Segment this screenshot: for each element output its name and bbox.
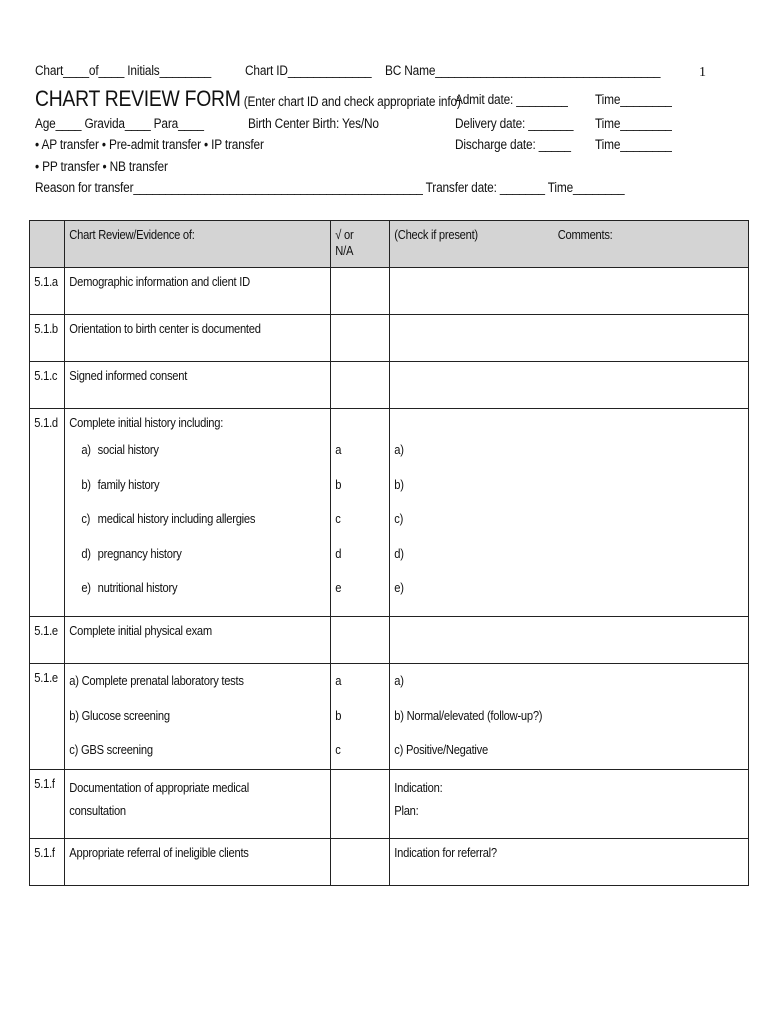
chart-of-initials-line: Chart____of____ Initials________ <box>35 63 212 78</box>
comment-label: a) <box>394 673 404 688</box>
reason-for-transfer: Reason for transfer_____________________________________________ Transfer date: _______ Time________ <box>35 180 625 195</box>
comment-cell[interactable] <box>390 617 749 664</box>
header-comments-cell <box>390 221 749 268</box>
comment-label: c) <box>394 511 404 526</box>
check-cell[interactable] <box>331 617 390 664</box>
check-mark: a <box>335 442 342 457</box>
row-description: Appropriate referral of ineligible clients <box>69 845 249 860</box>
table-row <box>30 362 749 409</box>
delivery-date: Delivery date: _______ <box>455 116 574 131</box>
indication-label: Indication: <box>394 780 443 795</box>
check-cell[interactable] <box>331 315 390 362</box>
row-id: 5.1.b <box>34 321 58 336</box>
admit-time: Time________ <box>595 92 672 107</box>
header-id-cell <box>30 221 65 268</box>
transfer-options-2: • PP transfer • NB transfer <box>35 159 168 174</box>
comment-cell[interactable] <box>390 839 749 886</box>
birth-center-birth: Birth Center Birth: Yes/No <box>248 116 379 131</box>
header-comments: Comments: <box>557 227 613 242</box>
table-row <box>30 617 749 664</box>
row-description-line1: Documentation of appropriate medical <box>69 780 249 795</box>
check-mark: b <box>335 707 342 723</box>
comment-cell[interactable] <box>390 315 749 362</box>
row-id: 5.1.e <box>34 623 58 638</box>
table-header-row <box>30 221 749 268</box>
row-description-line2: consultation <box>69 803 126 818</box>
header-check-line1: √ or <box>335 227 354 242</box>
plan-label: Plan: <box>394 803 419 818</box>
row-description: Complete initial history including: <box>69 415 224 430</box>
check-cell[interactable] <box>331 362 390 409</box>
comment-label: a) <box>394 442 404 457</box>
comment-cell[interactable] <box>390 409 749 617</box>
row-id: 5.1.a <box>34 274 58 289</box>
check-cell[interactable] <box>331 409 390 617</box>
header-check-line2: N/A <box>335 243 354 258</box>
sub-item: b) family history <box>81 476 160 492</box>
header-check-cell <box>331 221 390 268</box>
header-evidence-cell <box>65 221 331 268</box>
table-row <box>30 315 749 362</box>
check-mark: c <box>335 742 341 757</box>
form-title: CHART REVIEW FORM <box>35 86 241 111</box>
check-mark: d <box>335 545 342 561</box>
sub-item: c) medical history including allergies <box>81 511 256 526</box>
sub-item: d) pregnancy history <box>81 545 182 561</box>
comment-cell[interactable] <box>390 268 749 315</box>
comment-cell[interactable] <box>390 770 749 839</box>
comment-label: b) <box>394 476 404 492</box>
table-row <box>30 664 749 770</box>
sub-item: a) social history <box>81 442 159 457</box>
row-id: 5.1.d <box>34 415 58 430</box>
check-cell[interactable] <box>331 839 390 886</box>
bc-name-line: BC Name___________________________________ <box>385 63 661 78</box>
row-id: 5.1.f <box>34 776 55 791</box>
comment-cell[interactable] <box>390 362 749 409</box>
comment-label: e) <box>394 580 404 595</box>
check-mark: a <box>335 673 342 688</box>
check-mark: b <box>335 476 342 492</box>
sub-item: c) GBS screening <box>69 742 153 757</box>
chart-review-table <box>29 220 749 886</box>
sub-item: a) Complete prenatal laboratory tests <box>69 673 244 688</box>
check-mark: c <box>335 511 341 526</box>
check-cell[interactable] <box>331 770 390 839</box>
form-title-line <box>35 86 461 112</box>
sub-item: e) nutritional history <box>81 580 178 595</box>
table-row <box>30 268 749 315</box>
delivery-time: Time________ <box>595 116 672 131</box>
table-row <box>30 839 749 886</box>
row-description: Complete initial physical exam <box>69 623 212 638</box>
table-row <box>30 409 749 617</box>
row-description: Orientation to birth center is documented <box>69 321 261 336</box>
page-number: 1 <box>699 65 706 80</box>
comment-label: c) Positive/Negative <box>394 742 488 757</box>
comment-label: b) Normal/elevated (follow-up?) <box>394 707 543 723</box>
row-description: Demographic information and client ID <box>69 274 250 289</box>
row-id: 5.1.f <box>34 845 55 860</box>
header-check-if-present: (Check if present) <box>394 227 478 242</box>
chart-id-line: Chart ID_____________ <box>245 63 372 78</box>
check-mark: e <box>335 580 342 595</box>
header-evidence: Chart Review/Evidence of: <box>69 227 195 242</box>
admit-date: Admit date: ________ <box>455 92 568 107</box>
comment-cell[interactable] <box>390 664 749 770</box>
form-subtitle: (Enter chart ID and check appropriate info) <box>243 94 461 109</box>
referral-label: Indication for referral? <box>394 845 497 860</box>
check-cell[interactable] <box>331 664 390 770</box>
row-id: 5.1.e <box>34 670 58 685</box>
discharge-time: Time________ <box>595 137 672 152</box>
row-description: Signed informed consent <box>69 368 188 383</box>
table-row <box>30 770 749 839</box>
sub-item: b) Glucose screening <box>69 707 170 723</box>
age-gravida-para: Age____ Gravida____ Para____ <box>35 116 204 131</box>
comment-label: d) <box>394 545 404 561</box>
check-cell[interactable] <box>331 268 390 315</box>
transfer-options-1: • AP transfer • Pre-admit transfer • IP transfer <box>35 137 264 152</box>
discharge-date: Discharge date: _____ <box>455 137 571 152</box>
row-id: 5.1.c <box>34 368 58 383</box>
